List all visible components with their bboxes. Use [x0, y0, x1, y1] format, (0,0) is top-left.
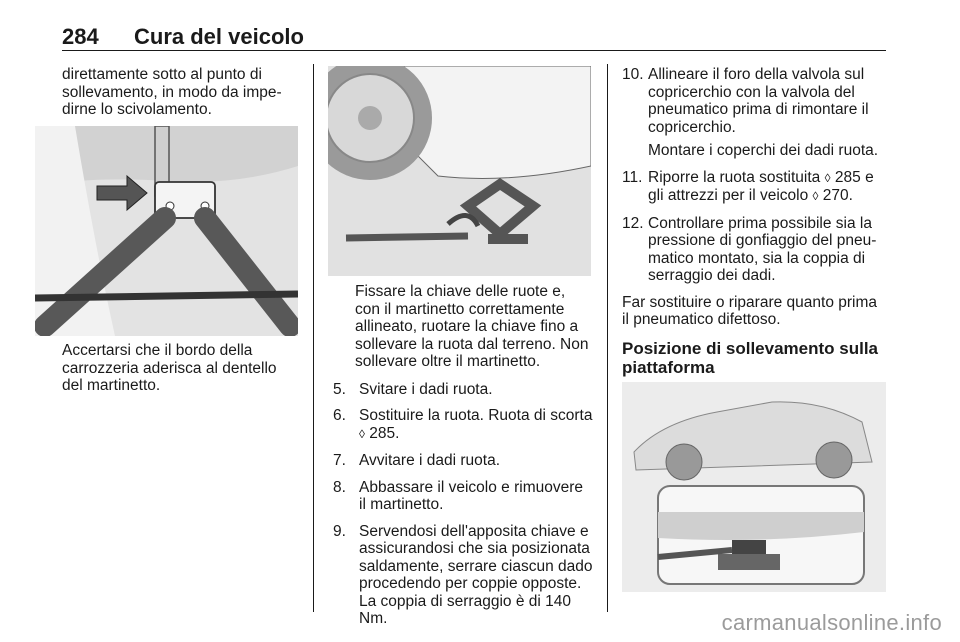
column-3 [622, 66, 886, 377]
car-lift-drawing [622, 382, 886, 592]
jack-lifting-illustration [328, 66, 591, 276]
lift-platform-illustration [622, 382, 886, 592]
sub-step: Montare i coperchi dei dadi ruota. [648, 142, 879, 159]
column-divider [313, 64, 314, 612]
section-title: Cura del veicolo [134, 24, 304, 49]
subsection-heading: Posizione di sollevamento sulla piattaforma [622, 338, 879, 377]
list-item: 6. Sostituire la ruota. Ruota di scorta ◊ 285. [333, 407, 593, 442]
jack-contact-drawing [35, 126, 298, 336]
column-divider [607, 64, 608, 612]
list-item: 10. Allineare il foro della valvola sul copricerchio con la valvola del pneumatico prima di rimontare il copricerchio. Montare i coperchi dei dadi ruota. [622, 66, 886, 160]
page-reference-arrow-icon: ◊ [812, 189, 819, 203]
column-1 [62, 66, 298, 129]
jack-contact-illustration [35, 126, 298, 336]
page-reference[interactable]: 285. [369, 424, 400, 442]
list-item: 8. Abbassare il veicolo e rimuovere il martinetto. [333, 478, 583, 513]
page-reference[interactable]: 285 [834, 168, 861, 186]
list-item: 12. Controllare prima possibile sia la pressione di gonfiaggio del pneu-matico montato, sia la coppia di serraggio dei dadi. [622, 214, 877, 284]
note-text: Far sostituire o riparare quanto prima il pneumatico difettoso. [622, 293, 878, 328]
jack-caption: Accertarsi che il bordo della carrozzeria aderisca al dentello del martinetto. [62, 342, 277, 394]
page-header [62, 20, 886, 51]
list-item: 9. Servendosi dell'apposita chiave e assicurandosi che sia posizionata saldamente, serrare ciascun dado procedendo per coppie opposte. La coppia di serraggio è di 140 Nm. [333, 522, 593, 627]
page-number: 284 [62, 24, 99, 49]
page-reference-arrow-icon: ◊ [824, 170, 831, 185]
list-item: 5. Svitare i dadi ruota. [333, 380, 493, 398]
jack-lifting-drawing [328, 66, 591, 276]
column-1-caption [62, 342, 298, 405]
page-reference-arrow-icon: ◊ [359, 426, 365, 441]
column-2 [333, 283, 593, 637]
watermark: carmanualsonline.info [721, 610, 942, 635]
page-reference[interactable]: 270. [822, 187, 853, 204]
instruction-text: Fissare la chiave delle ruote e, con il martinetto correttamente allineato, ruotare la chiave fino a sollevare la ruota dal terreno. Non sollevare oltre il martinetto. [355, 283, 589, 370]
list-item: 7. Avvitare i dadi ruota. [333, 452, 501, 469]
steps-list [333, 381, 593, 628]
intro-text: direttamente sotto al punto di sollevamento, in modo da impe-dirne lo scivolamento. [62, 66, 282, 118]
list-item: 11. Riporre la ruota sostituita ◊ 285 e gli attrezzi per il veicolo ◊ 270. [622, 168, 874, 204]
steps-list [622, 66, 886, 285]
